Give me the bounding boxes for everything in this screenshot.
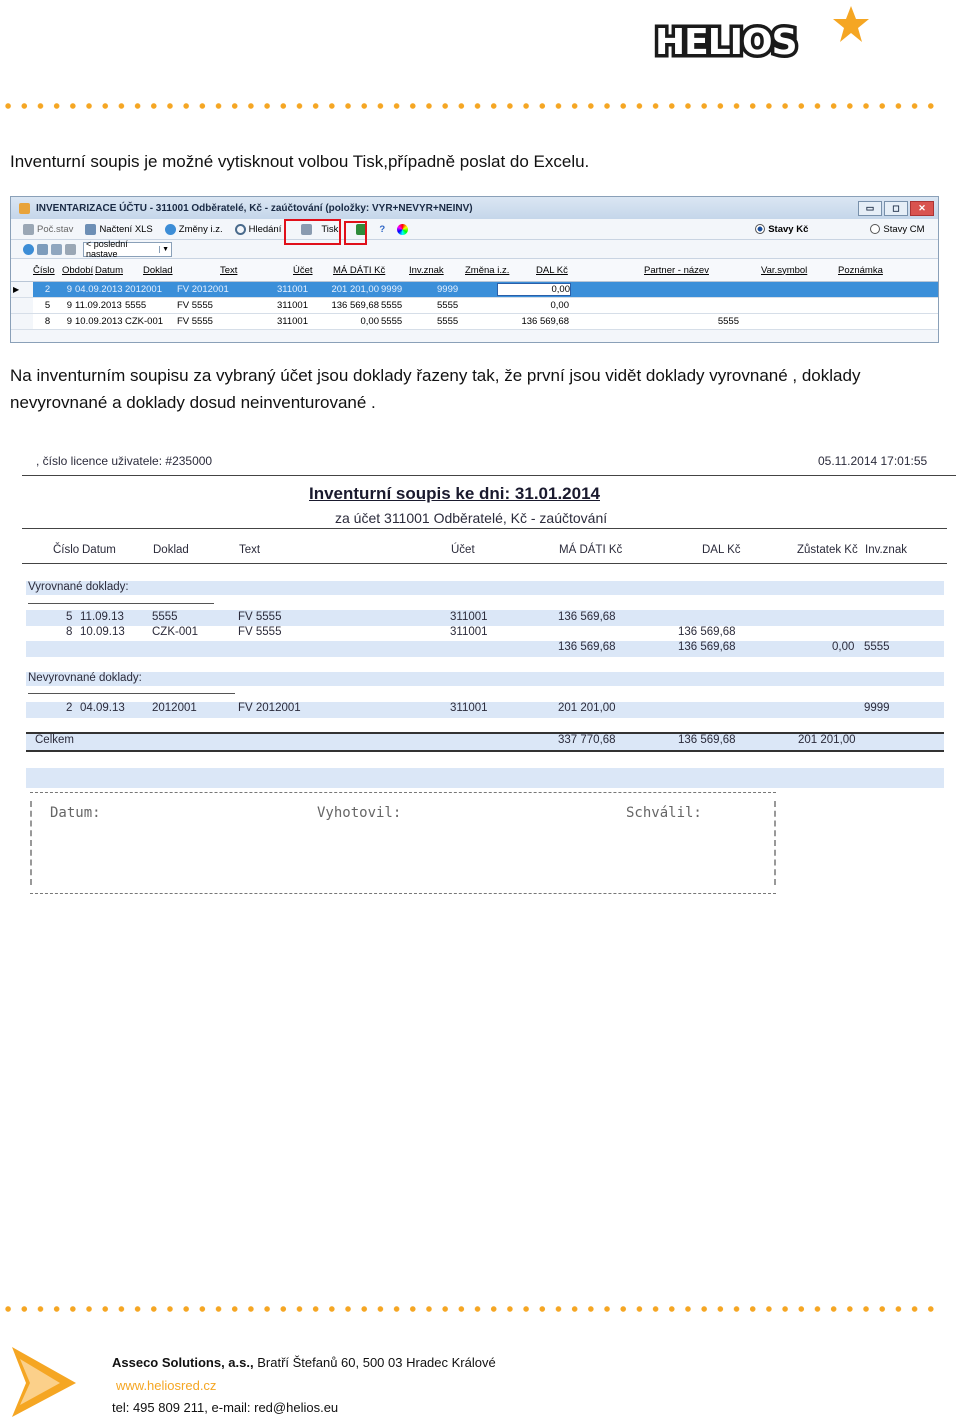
- col-ma-dati[interactable]: MÁ DÁTI Kč: [333, 264, 386, 276]
- col-ucet[interactable]: Účet: [293, 264, 313, 276]
- col-var-symbol[interactable]: Var.symbol: [761, 264, 808, 276]
- color-wheel-icon: [397, 224, 408, 235]
- color-button[interactable]: [397, 224, 408, 235]
- table-row[interactable]: ▶ 2 9 04.09.2013 2012001 FV 2012001 311001 201 201,00 9999 9999 0,00: [11, 282, 938, 298]
- maximize-button[interactable]: ◻: [884, 201, 908, 216]
- chevron-down-icon: ▼: [159, 246, 171, 253]
- columns-icon[interactable]: [65, 244, 76, 255]
- table-icon[interactable]: [51, 244, 62, 255]
- help-button[interactable]: [379, 224, 385, 235]
- vyrovnane-label: Vyrovnané doklady:: [28, 581, 129, 593]
- excel-highlight: [344, 221, 367, 245]
- report-title: Inventurní soupis ke dni: 31.01.2014: [309, 484, 600, 503]
- bottom-dotted-divider: [0, 1306, 940, 1312]
- intro-paragraph: Inventurní soupis je možné vytisknout volbou Tisk,případně poslat do Excelu.: [10, 152, 590, 171]
- col-partner[interactable]: Partner - název: [644, 264, 709, 276]
- hledani-button[interactable]: Hledání: [235, 224, 282, 235]
- report-datetime: 05.11.2014 17:01:55: [818, 454, 928, 468]
- top-dotted-divider: [0, 103, 940, 109]
- radio-icon: [870, 224, 880, 234]
- main-toolbar: [11, 219, 938, 240]
- refresh-icon: [165, 224, 176, 235]
- footer-contact: tel: 495 809 211, e-mail: red@helios.eu: [112, 1400, 339, 1415]
- radio-selected-icon: [755, 224, 765, 234]
- rcol-text: Text: [239, 544, 261, 556]
- rcol-inv-znak: Inv.znak: [865, 544, 907, 556]
- rcol-ma-dati: MÁ DÁTI Kč: [559, 544, 623, 556]
- nevyrovnane-label: Nevyrovnané doklady:: [28, 672, 142, 684]
- col-text[interactable]: Text: [220, 264, 238, 276]
- helios-logo: [655, 8, 870, 63]
- col-dal[interactable]: DAL Kč: [536, 264, 568, 276]
- rcol-datum: Datum: [82, 544, 116, 556]
- search-icon: [235, 224, 246, 235]
- underline: [28, 693, 235, 694]
- import-icon: [85, 224, 96, 235]
- tisk-highlight: [284, 219, 341, 245]
- close-button[interactable]: ✕: [910, 201, 934, 216]
- rule: [22, 563, 947, 564]
- row-pointer-icon: ▶: [11, 282, 33, 297]
- minimize-button[interactable]: ▭: [858, 201, 882, 216]
- secondary-toolbar: [11, 240, 938, 259]
- poc-stav-button[interactable]: Poč.stav: [23, 224, 73, 235]
- back-icon[interactable]: [23, 244, 34, 255]
- stavy-kc-radio[interactable]: Stavy Kč: [755, 224, 808, 235]
- rule: [22, 528, 947, 529]
- col-obdobi[interactable]: Období: [62, 264, 94, 276]
- table-row[interactable]: 8 9 10.09.2013 CZK-001 FV 5555 311001 0,00 5555 5555 136 569,68 5555: [11, 314, 938, 330]
- license-text: , číslo licence uživatele: #235000: [36, 454, 213, 468]
- sign-schvalil: Schválil:: [626, 805, 702, 821]
- rcol-zustatek: Zůstatek Kč: [797, 544, 858, 556]
- stavy-cm-radio[interactable]: Stavy CM: [870, 224, 924, 235]
- rcol-cislo: Číslo: [53, 544, 80, 556]
- lock-icon: [23, 224, 34, 235]
- report-subtitle: za účet 311001 Odběratelé, Kč - zaúčtování: [335, 510, 608, 526]
- table-row[interactable]: 5 9 11.09.2013 5555 FV 5555 311001 136 569,68 5555 5555 0,00: [11, 298, 938, 314]
- footer-address: Asseco Solutions, a.s., Bratří Štefanů 60, 500 03 Hradec Králové: [112, 1355, 496, 1370]
- signature-box: [30, 792, 776, 894]
- window-title: INVENTARIZACE ÚČTU - 311001 Odběratelé, Kč - zaúčtování (položky: VYR+NEVYR+NEINV): [36, 202, 473, 214]
- col-cislo[interactable]: Číslo: [33, 264, 55, 276]
- sign-vyhotovil: Vyhotovil:: [317, 805, 402, 821]
- rcol-doklad: Doklad: [153, 544, 189, 556]
- nacteni-xls-button[interactable]: Načtení XLS: [85, 224, 152, 235]
- helios-window: [10, 196, 939, 343]
- logo-text: HELIOS: [655, 22, 797, 63]
- tisk-button[interactable]: Tisk: [301, 224, 338, 235]
- col-doklad[interactable]: Doklad: [143, 264, 173, 276]
- total-label: Celkem: [35, 734, 74, 746]
- zmeny-button[interactable]: Změny i.z.: [165, 224, 223, 235]
- asseco-arrow-icon: [10, 1345, 78, 1419]
- col-inv-znak[interactable]: Inv.znak: [409, 264, 444, 276]
- window-titlebar: [11, 197, 938, 219]
- rcol-ucet: Účet: [451, 544, 475, 556]
- description-paragraph: Na inventurním soupisu za vybraný účet jsou doklady řazeny tak, že první jsou vidět doklady vyrovnané , doklady nevyrovnané a doklady dosud neinventurované .: [10, 366, 861, 412]
- sign-datum: Datum:: [50, 805, 101, 821]
- star-icon: [831, 4, 871, 46]
- help-icon: ?: [379, 223, 386, 235]
- underline: [28, 603, 214, 604]
- vyrovnane-sum: 136 569,68: [558, 641, 616, 653]
- col-poznamka[interactable]: Poznámka: [838, 264, 883, 276]
- rule: [22, 475, 956, 476]
- rcol-dal: DAL Kč: [702, 544, 741, 556]
- app-icon: [19, 203, 30, 214]
- grid-header: [11, 259, 938, 282]
- col-zmena[interactable]: Změna i.z.: [465, 264, 510, 276]
- company-name: Asseco Solutions, a.s.,: [112, 1355, 254, 1370]
- col-datum[interactable]: Datum: [95, 264, 123, 276]
- filter-dropdown[interactable]: < poslední nastave ▼: [83, 242, 172, 257]
- rule: [26, 750, 944, 752]
- grid-icon[interactable]: [37, 244, 48, 255]
- footer-web-link[interactable]: www.heliosred.cz: [116, 1378, 217, 1393]
